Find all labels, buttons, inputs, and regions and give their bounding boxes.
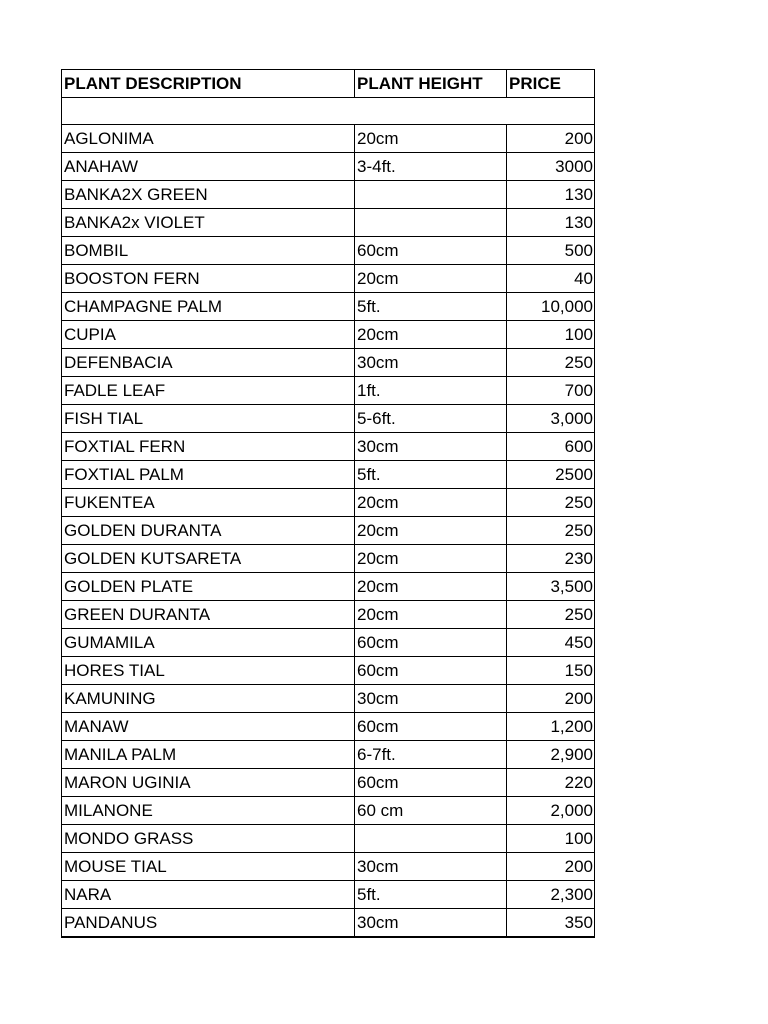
table-row (62, 265, 595, 293)
price-cell: 250 (507, 489, 595, 517)
table-row (62, 433, 595, 461)
table-row (62, 349, 595, 377)
plant-description-cell: GREEN DURANTA (62, 601, 355, 629)
plant-description-cell: FISH TIAL (62, 405, 355, 433)
table-row (62, 741, 595, 769)
plant-height-cell: 20cm (355, 545, 507, 573)
plant-height-cell (355, 209, 507, 237)
table-row (62, 377, 595, 405)
price-cell: 3,500 (507, 573, 595, 601)
price-cell: 700 (507, 377, 595, 405)
plant-height-cell: 60cm (355, 629, 507, 657)
plant-height-cell: 30cm (355, 685, 507, 713)
table-row (62, 489, 595, 517)
plant-description-cell: HORES TIAL (62, 657, 355, 685)
table-row (62, 517, 595, 545)
price-cell: 250 (507, 517, 595, 545)
header-row (62, 70, 595, 98)
plant-height-cell: 30cm (355, 349, 507, 377)
header-plant-description: PLANT DESCRIPTION (62, 70, 355, 98)
price-cell: 200 (507, 853, 595, 881)
plant-description-cell: ANAHAW (62, 153, 355, 181)
plant-height-cell: 60cm (355, 713, 507, 741)
price-cell: 10,000 (507, 293, 595, 321)
header-plant-height: PLANT HEIGHT (355, 70, 507, 98)
plant-height-cell: 20cm (355, 601, 507, 629)
price-cell: 250 (507, 349, 595, 377)
price-cell: 100 (507, 825, 595, 853)
plant-height-cell: 20cm (355, 573, 507, 601)
price-cell: 3000 (507, 153, 595, 181)
price-cell: 2,000 (507, 797, 595, 825)
price-cell: 450 (507, 629, 595, 657)
blank-row (62, 98, 595, 125)
plant-height-cell (355, 825, 507, 853)
plant-height-cell: 60cm (355, 769, 507, 797)
plant-height-cell: 5ft. (355, 461, 507, 489)
plant-height-cell: 5-6ft. (355, 405, 507, 433)
plant-description-cell: GOLDEN KUTSARETA (62, 545, 355, 573)
table-row (62, 825, 595, 853)
table-row (62, 601, 595, 629)
plant-height-cell: 1ft. (355, 377, 507, 405)
plant-price-table (61, 69, 595, 938)
plant-description-cell: MARON UGINIA (62, 769, 355, 797)
plant-description-cell: GOLDEN DURANTA (62, 517, 355, 545)
price-cell: 3,000 (507, 405, 595, 433)
price-cell: 250 (507, 601, 595, 629)
table-row (62, 405, 595, 433)
table-row (62, 573, 595, 601)
plant-description-cell: DEFENBACIA (62, 349, 355, 377)
plant-height-cell: 5ft. (355, 881, 507, 909)
plant-description-cell: FUKENTEA (62, 489, 355, 517)
plant-description-cell: BOMBIL (62, 237, 355, 265)
plant-description-cell: CUPIA (62, 321, 355, 349)
price-cell: 130 (507, 181, 595, 209)
plant-description-cell: MANAW (62, 713, 355, 741)
plant-description-cell: BANKA2X GREEN (62, 181, 355, 209)
table-row (62, 209, 595, 237)
plant-height-cell: 30cm (355, 909, 507, 938)
price-cell: 130 (507, 209, 595, 237)
price-cell: 150 (507, 657, 595, 685)
table-row (62, 461, 595, 489)
plant-description-cell: MANILA PALM (62, 741, 355, 769)
plant-height-cell: 60cm (355, 237, 507, 265)
plant-description-cell: MILANONE (62, 797, 355, 825)
plant-description-cell: AGLONIMA (62, 125, 355, 153)
plant-height-cell: 60cm (355, 657, 507, 685)
table-row (62, 769, 595, 797)
plant-description-cell: FADLE LEAF (62, 377, 355, 405)
table-row (62, 125, 595, 153)
plant-description-cell: KAMUNING (62, 685, 355, 713)
table-body (62, 125, 595, 938)
plant-height-cell: 60 cm (355, 797, 507, 825)
table-row (62, 881, 595, 909)
table-row (62, 797, 595, 825)
plant-height-cell: 20cm (355, 517, 507, 545)
plant-height-cell: 20cm (355, 489, 507, 517)
price-cell: 40 (507, 265, 595, 293)
price-cell: 500 (507, 237, 595, 265)
plant-description-cell: BOOSTON FERN (62, 265, 355, 293)
price-cell: 100 (507, 321, 595, 349)
price-cell: 2500 (507, 461, 595, 489)
table-row (62, 321, 595, 349)
plant-height-cell (355, 181, 507, 209)
price-cell: 2,300 (507, 881, 595, 909)
plant-description-cell: GUMAMILA (62, 629, 355, 657)
plant-description-cell: CHAMPAGNE PALM (62, 293, 355, 321)
table-row (62, 909, 595, 938)
price-cell: 1,200 (507, 713, 595, 741)
plant-description-cell: BANKA2x VIOLET (62, 209, 355, 237)
price-cell: 600 (507, 433, 595, 461)
plant-height-cell: 20cm (355, 125, 507, 153)
plant-description-cell: GOLDEN PLATE (62, 573, 355, 601)
plant-description-cell: MOUSE TIAL (62, 853, 355, 881)
price-cell: 230 (507, 545, 595, 573)
table-row (62, 685, 595, 713)
table-row (62, 293, 595, 321)
price-cell: 220 (507, 769, 595, 797)
blank-cell (62, 98, 595, 125)
plant-height-cell: 20cm (355, 265, 507, 293)
plant-description-cell: PANDANUS (62, 909, 355, 938)
price-cell: 2,900 (507, 741, 595, 769)
table-row (62, 153, 595, 181)
plant-height-cell: 30cm (355, 853, 507, 881)
table-row (62, 657, 595, 685)
table-row (62, 629, 595, 657)
plant-description-cell: MONDO GRASS (62, 825, 355, 853)
table-row (62, 237, 595, 265)
plant-height-cell: 3-4ft. (355, 153, 507, 181)
table-row (62, 181, 595, 209)
plant-height-cell: 6-7ft. (355, 741, 507, 769)
plant-height-cell: 30cm (355, 433, 507, 461)
price-cell: 350 (507, 909, 595, 938)
plant-description-cell: FOXTIAL PALM (62, 461, 355, 489)
plant-height-cell: 5ft. (355, 293, 507, 321)
table-header (62, 70, 595, 125)
header-price: PRICE (507, 70, 595, 98)
plant-height-cell: 20cm (355, 321, 507, 349)
table-row (62, 853, 595, 881)
table-row (62, 545, 595, 573)
table-row (62, 713, 595, 741)
plant-description-cell: NARA (62, 881, 355, 909)
plant-description-cell: FOXTIAL FERN (62, 433, 355, 461)
price-cell: 200 (507, 685, 595, 713)
price-cell: 200 (507, 125, 595, 153)
